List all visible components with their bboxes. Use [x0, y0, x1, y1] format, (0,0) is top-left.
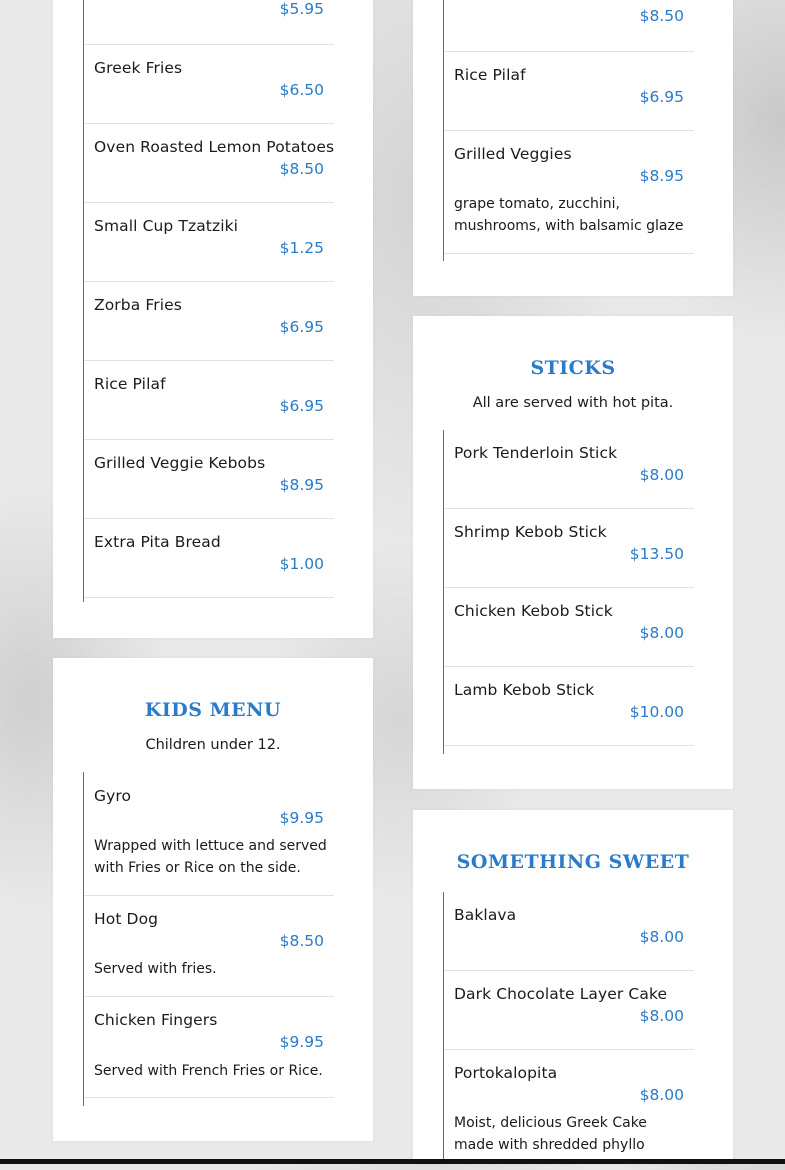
- menu-item: [444, 131, 694, 254]
- menu-item: [444, 430, 694, 509]
- item-name: Extra Pita Bread: [94, 533, 221, 551]
- menu-item: [84, 519, 334, 598]
- item-name: Greek Fries: [94, 59, 183, 77]
- section-title: SOMETHING SWEET: [456, 851, 690, 873]
- item-price: $9.95: [279, 809, 324, 827]
- item-name: Zorba Fries: [94, 296, 182, 314]
- item-name: Rice Pilaf: [94, 375, 166, 393]
- item-name: Shrimp Kebob Stick: [454, 523, 607, 541]
- sticks-list: [443, 430, 694, 754]
- item-name: Chicken Fingers: [94, 1011, 218, 1029]
- item-price: $10.00: [629, 703, 684, 721]
- section-title: KIDS MENU: [144, 699, 282, 721]
- item-price: $8.50: [279, 160, 324, 178]
- item-name: Lamb Kebob Stick: [454, 681, 595, 699]
- item-description: grape tomato, zucchini, mushrooms, with balsamic glaze: [454, 196, 684, 234]
- item-price: $6.95: [639, 88, 684, 106]
- item-price: $8.95: [639, 167, 684, 185]
- sweet-list: [443, 892, 694, 1164]
- menu-item: [84, 440, 334, 519]
- menu-item: [84, 772, 334, 896]
- menu-item: [84, 45, 334, 124]
- menu-item: [84, 282, 334, 361]
- menu-item: [84, 361, 334, 440]
- item-price: $1.00: [279, 555, 324, 573]
- sides-list: [83, 0, 334, 602]
- item-price: $1.25: [279, 239, 324, 257]
- item-price: $8.50: [279, 932, 324, 950]
- sticks-card: [413, 316, 733, 789]
- menu-item: [444, 1050, 694, 1170]
- menu-item: [84, 203, 334, 282]
- item-name: Hot Dog: [94, 910, 159, 928]
- item-name: Gyro: [94, 787, 132, 805]
- menu-item: [444, 971, 694, 1050]
- item-price: $8.00: [639, 466, 684, 484]
- menu-item: [444, 667, 694, 746]
- item-price: $8.00: [639, 1086, 684, 1104]
- item-price: $9.95: [279, 1033, 324, 1051]
- item-price: $13.50: [629, 545, 684, 563]
- item-price: $6.95: [279, 318, 324, 336]
- item-price: $8.00: [639, 928, 684, 946]
- item-name: Pork Tenderloin Stick: [454, 444, 618, 462]
- menu-item: [444, 0, 694, 52]
- section-title: STICKS: [530, 357, 616, 379]
- sides-card-left: [53, 0, 373, 638]
- item-description: Served with French Fries or Rice.: [94, 1063, 323, 1079]
- item-price: $8.00: [639, 624, 684, 642]
- item-name: Chicken Kebob Stick: [454, 602, 613, 620]
- item-price: $5.95: [279, 0, 324, 18]
- item-name: Dark Chocolate Layer Cake: [454, 985, 668, 1003]
- kids-menu-card: [53, 658, 373, 1141]
- item-name: Small Cup Tzatziki: [94, 217, 239, 235]
- item-name: Rice Pilaf: [454, 66, 526, 84]
- item-price: $6.95: [279, 397, 324, 415]
- item-description: Served with fries.: [94, 961, 217, 977]
- section-subtitle: Children under 12.: [145, 737, 281, 753]
- menu-item: [84, 0, 334, 45]
- menu-item: [84, 997, 334, 1098]
- item-name: [454, 0, 694, 1]
- menu-item: [444, 509, 694, 588]
- menu-item: [444, 52, 694, 131]
- item-price: $6.50: [279, 81, 324, 99]
- something-sweet-card: [413, 810, 733, 1164]
- menu-item: [84, 896, 334, 997]
- item-price: $8.95: [279, 476, 324, 494]
- kids-list: [83, 772, 334, 1106]
- sides-card-right: [413, 0, 733, 296]
- menu-item: [84, 124, 334, 203]
- item-price: $8.50: [639, 7, 684, 25]
- item-name: Oven Roasted Lemon Potatoes: [94, 138, 335, 156]
- menu-item: [444, 892, 694, 971]
- item-description: Wrapped with lettuce and served with Fries or Rice on the side.: [94, 838, 327, 876]
- item-name: Grilled Veggies: [454, 145, 572, 163]
- item-name: Baklava: [454, 906, 517, 924]
- section-subtitle: All are served with hot pita.: [472, 395, 674, 411]
- item-description: Moist, delicious Greek Cake made with shredded phyllo: [454, 1115, 647, 1153]
- item-name: Portokalopita: [454, 1064, 558, 1082]
- menu-item: [444, 588, 694, 667]
- sides-list: [443, 0, 694, 261]
- item-name: Grilled Veggie Kebobs: [94, 454, 266, 472]
- bottom-edge-bar: [0, 1159, 785, 1164]
- item-price: $8.00: [639, 1007, 684, 1025]
